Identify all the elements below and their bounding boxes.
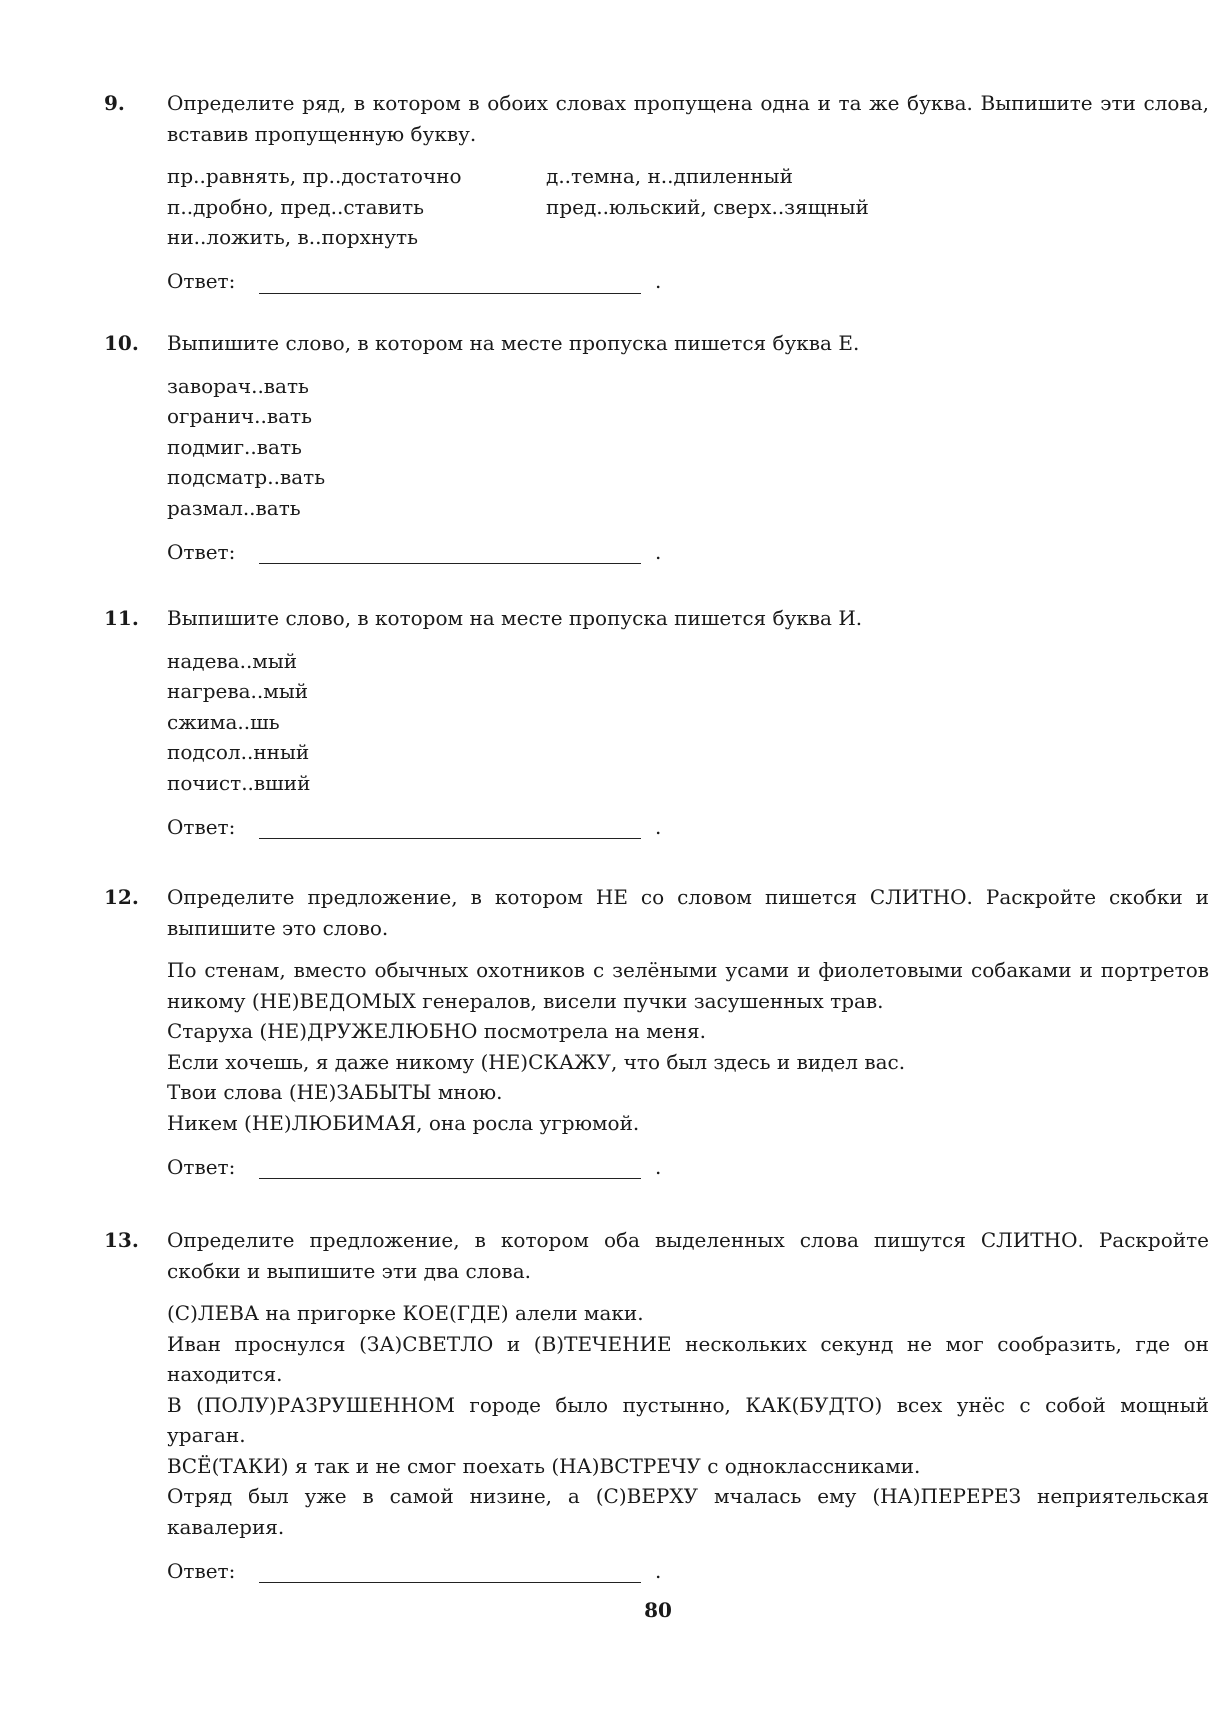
answer-label: Ответ:: [167, 539, 236, 564]
options-grid: [167, 161, 1209, 253]
answer-row: [167, 812, 1209, 842]
option-item: заворач..вать: [167, 373, 309, 398]
task-body: [167, 328, 1209, 567]
answer-field[interactable]: [259, 816, 641, 839]
answer-row: [167, 267, 1209, 297]
task-body: [167, 603, 1209, 842]
sentence-item: Никем (НЕ)ЛЮБИМАЯ, она росла угрюмой.: [167, 1110, 640, 1135]
answer-label: Ответ:: [167, 1558, 236, 1583]
option-item: сжима..шь: [167, 709, 280, 734]
option-item: надева..мый: [167, 648, 298, 673]
task-body: [167, 1225, 1209, 1586]
option-item: почист..вший: [167, 770, 311, 795]
answer-row: [167, 1152, 1209, 1182]
answer-row: [167, 537, 1209, 567]
answer-dot: .: [655, 1558, 662, 1583]
task-body: [167, 882, 1209, 1182]
sentences-list: [167, 1298, 1209, 1542]
sentence-item: Отряд был уже в самой низине, а (С)ВЕРХУ мчалась ему (НА)ПЕРЕРЕЗ неприятельская кавалерия.: [167, 1484, 1209, 1539]
answer-dot: .: [655, 814, 662, 839]
sentence-item: Иван проснулся (ЗА)СВЕТЛО и (В)ТЕЧЕНИЕ нескольких секунд не мог сообразить, где он находится.: [167, 1331, 1209, 1386]
option-item: подмиг..вать: [167, 434, 302, 459]
sentence-item: Твои слова (НЕ)ЗАБЫТЫ мною.: [167, 1080, 503, 1104]
task-prompt: Определите предложение, в котором НЕ со словом пишется СЛИТНО. Раскройте скобки и выпишите это слово.: [167, 885, 1209, 940]
answer-dot: .: [655, 269, 662, 293]
sentence-item: Старуха (НЕ)ДРУЖЕЛЮБНО посмотрела на меня.: [167, 1019, 706, 1043]
answer-dot: .: [655, 1154, 662, 1179]
option-item: п..дробно, пред..ставить: [167, 194, 425, 219]
answer-dot: .: [655, 539, 662, 564]
task-prompt: Определите ряд, в котором в обоих словах пропущена одна и та же буква. Выпишите эти слова, вставив пропущенную букву.: [167, 91, 1209, 146]
answer-field[interactable]: [259, 1560, 641, 1583]
option-item: огранич..вать: [167, 404, 312, 428]
option-item: ни..ложить, в..порхнуть: [167, 225, 418, 249]
answer-row: [167, 1556, 1209, 1586]
sentence-item: ВСЁ(ТАКИ) я так и не смог поехать (НА)ВСТРЕЧУ с одноклассниками.: [167, 1453, 921, 1478]
option-item: подсматр..вать: [167, 465, 326, 489]
task-number: 11.: [104, 606, 139, 630]
task-prompt: Определите предложение, в котором оба выделенных слова пишутся СЛИТНО. Раскройте скобки и выпишите эти два слова.: [167, 1228, 1209, 1283]
answer-field[interactable]: [259, 541, 641, 564]
sentence-item: Если хочешь, я даже никому (НЕ)СКАЖУ, что был здесь и видел вас.: [167, 1049, 906, 1074]
sentence-item: По стенам, вместо обычных охотников с зелёными усами и фиолетовыми собаками и портретов никому (НЕ)ВЕДОМЫХ генералов, висели пучки засушенных трав.: [167, 958, 1209, 1013]
answer-field[interactable]: [259, 271, 641, 294]
answer-label: Ответ:: [167, 814, 236, 839]
option-item: пред..юльский, сверх..зящный: [546, 194, 869, 219]
option-item: д..темна, н..дпиленный: [546, 164, 793, 188]
sentence-item: (С)ЛЕВА на пригорке КОЕ(ГДЕ) алели маки.: [167, 1301, 644, 1325]
task-number: 12.: [104, 885, 139, 909]
option-item: подсол..нный: [167, 740, 310, 764]
task-number: 10.: [104, 331, 139, 355]
task-prompt: Выпишите слово, в котором на месте пропуска пишется буква Е.: [167, 331, 860, 355]
sentences-list: [167, 955, 1209, 1138]
options-list: [167, 646, 1209, 799]
answer-label: Ответ:: [167, 1154, 236, 1179]
answer-label: Ответ:: [167, 269, 236, 293]
option-item: нагрева..мый: [167, 679, 309, 703]
task-number: 9.: [104, 91, 125, 115]
option-item: пр..равнять, пр..достаточно: [167, 164, 462, 188]
options-list: [167, 371, 1209, 524]
sentence-item: В (ПОЛУ)РАЗРУШЕННОМ городе было пустынно, КАК(БУДТО) всех унёс с собой мощный ураган.: [167, 1392, 1209, 1447]
task-body: [167, 88, 1209, 297]
option-item: размал..вать: [167, 495, 301, 520]
task-number: 13.: [104, 1228, 139, 1252]
page-number: 80: [644, 1598, 672, 1622]
answer-field[interactable]: [259, 1156, 641, 1179]
task-prompt: Выпишите слово, в котором на месте пропуска пишется буква И.: [167, 606, 863, 630]
